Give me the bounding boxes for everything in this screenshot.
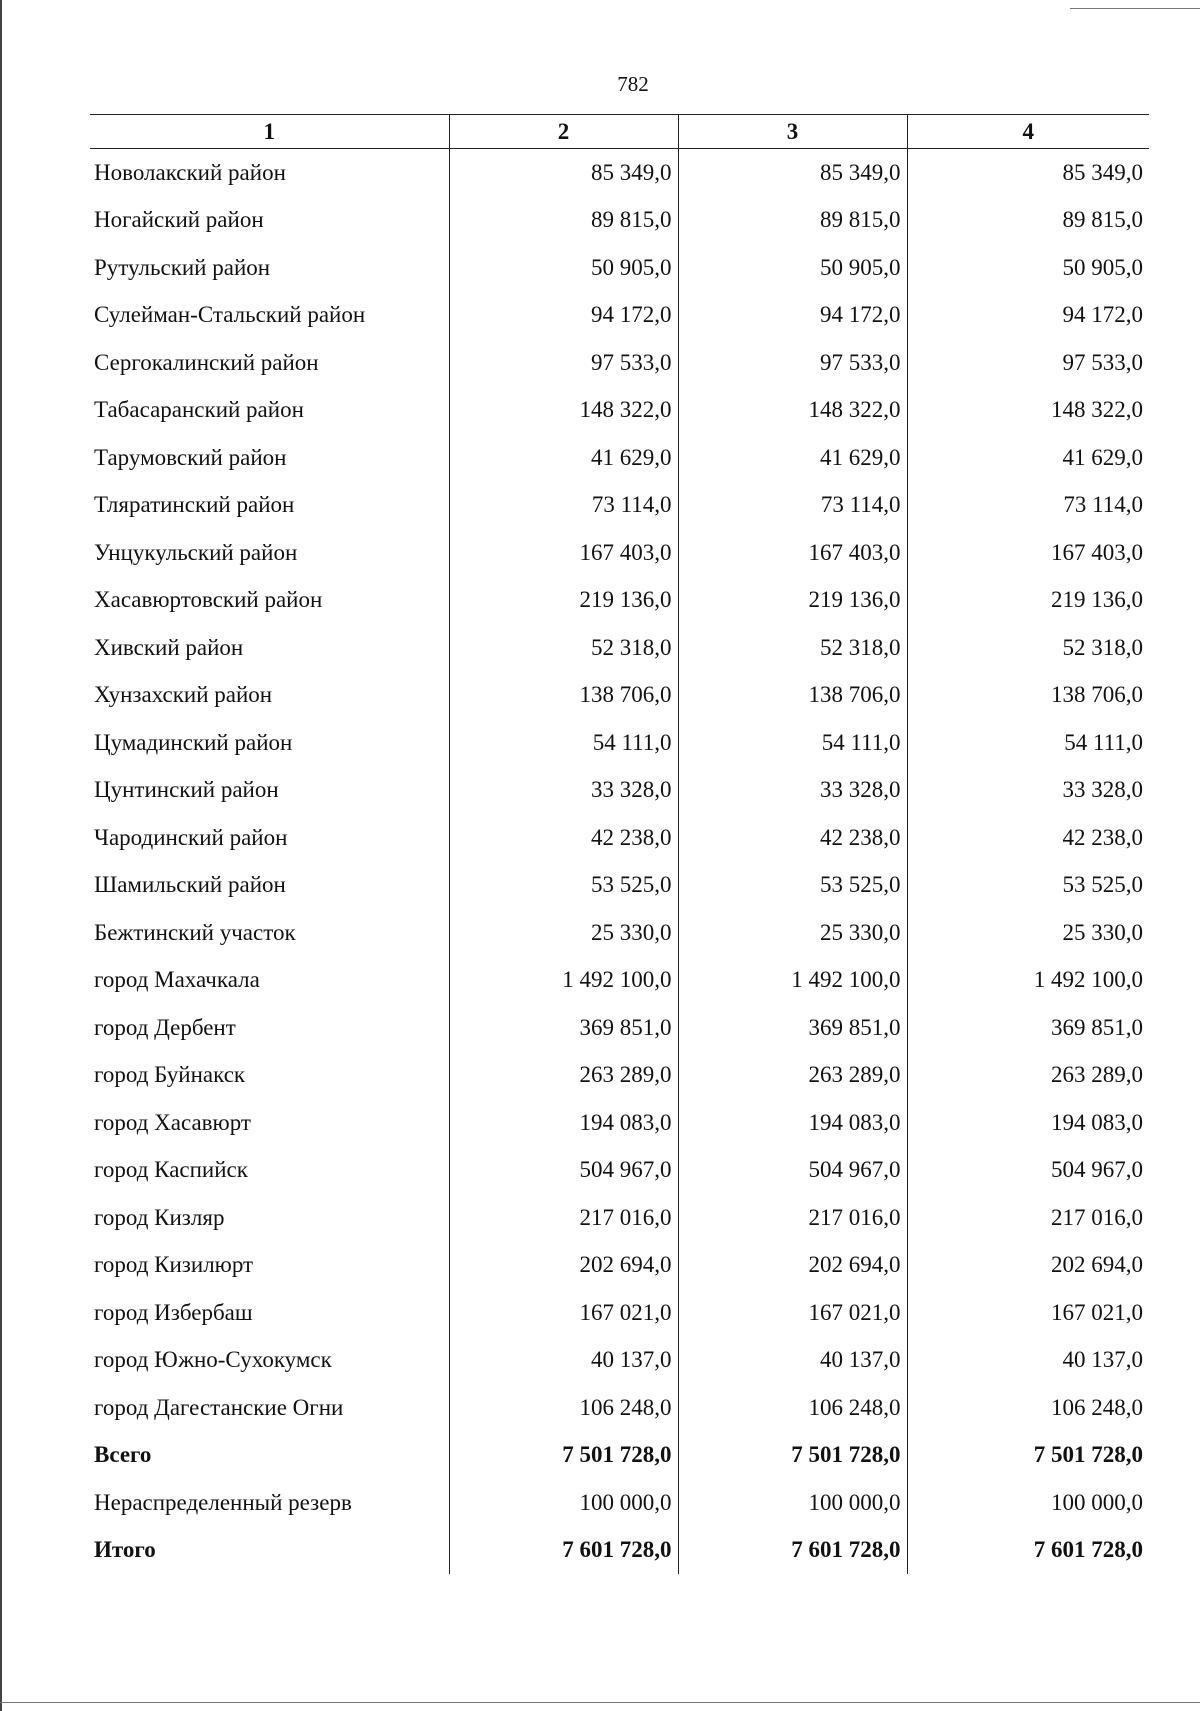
row-value-col-3: 53 525,0	[678, 862, 907, 910]
table-row	[90, 1289, 1149, 1337]
row-value-col-3: 219 136,0	[678, 577, 907, 625]
row-value-col-2: 202 694,0	[449, 1242, 678, 1290]
table-row	[90, 1147, 1149, 1195]
row-value-col-4: 97 533,0	[907, 339, 1149, 387]
row-value-col-4: 194 083,0	[907, 1099, 1149, 1147]
row-value-col-3: 25 330,0	[678, 909, 907, 957]
row-value-col-2: 194 083,0	[449, 1099, 678, 1147]
row-value-col-2: 41 629,0	[449, 434, 678, 482]
row-value-col-4: 1 492 100,0	[907, 957, 1149, 1005]
table-row	[90, 672, 1149, 720]
row-value-col-3: 42 238,0	[678, 814, 907, 862]
row-value-col-4: 148 322,0	[907, 387, 1149, 435]
header-col-1: 1	[90, 115, 449, 149]
row-value-col-2: 100 000,0	[449, 1479, 678, 1527]
page-number: 782	[617, 72, 649, 96]
row-value-col-2: 52 318,0	[449, 624, 678, 672]
table-row	[90, 1099, 1149, 1147]
row-value-col-4: 167 021,0	[907, 1289, 1149, 1337]
scan-edge-bottom	[0, 1702, 1200, 1703]
row-name-cell: город Каспийск	[94, 1157, 248, 1183]
table-row	[90, 149, 1149, 197]
row-name-cell: Ногайский район	[94, 207, 264, 233]
row-value-col-2: 219 136,0	[449, 577, 678, 625]
row-value-col-2: 85 349,0	[449, 149, 678, 197]
table-row	[90, 957, 1149, 1005]
budget-table-container	[90, 114, 1149, 1574]
row-value-col-3: 167 403,0	[678, 529, 907, 577]
row-value-col-4: 7 601 728,0	[907, 1527, 1149, 1575]
row-name-cell: Хивский район	[94, 634, 244, 660]
row-name-cell: город Махачкала	[94, 967, 260, 993]
table-row	[90, 719, 1149, 767]
row-value-col-4: 89 815,0	[907, 197, 1149, 245]
row-name-cell: Нераспределенный резерв	[94, 1489, 352, 1515]
scan-edge-left	[0, 0, 2, 1711]
row-name-cell: Чародинский район	[94, 824, 288, 850]
row-value-col-3: 1 492 100,0	[678, 957, 907, 1005]
table-row	[90, 1242, 1149, 1290]
row-value-col-2: 167 021,0	[449, 1289, 678, 1337]
row-name-cell: Бежтинский участок	[94, 919, 296, 945]
row-value-col-3: 41 629,0	[678, 434, 907, 482]
row-value-col-2: 89 815,0	[449, 197, 678, 245]
row-value-col-4: 7 501 728,0	[907, 1432, 1149, 1480]
row-value-col-4: 53 525,0	[907, 862, 1149, 910]
row-name-cell: Сулейман-Стальский район	[94, 302, 366, 328]
row-name-cell: Шамильский район	[94, 872, 286, 898]
row-value-col-4: 85 349,0	[907, 149, 1149, 197]
row-value-col-3: 97 533,0	[678, 339, 907, 387]
row-value-col-2: 50 905,0	[449, 244, 678, 292]
scan-edge-top	[1070, 8, 1200, 9]
row-value-col-2: 504 967,0	[449, 1147, 678, 1195]
table-body	[90, 149, 1149, 1575]
table-row	[90, 1384, 1149, 1432]
row-value-col-3: 504 967,0	[678, 1147, 907, 1195]
row-name-cell: город Кизляр	[94, 1204, 225, 1230]
row-value-col-2: 73 114,0	[449, 482, 678, 530]
row-name-cell: Сергокалинский район	[94, 349, 319, 375]
row-value-col-3: 106 248,0	[678, 1384, 907, 1432]
table-row	[90, 482, 1149, 530]
table-row	[90, 624, 1149, 672]
budget-table	[90, 114, 1149, 1574]
row-value-col-3: 50 905,0	[678, 244, 907, 292]
row-name-cell: город Избербаш	[94, 1299, 253, 1325]
row-name-cell: город Южно-Сухокумск	[94, 1347, 332, 1373]
row-name-cell: Тляратинский район	[94, 492, 295, 518]
row-value-col-3: 217 016,0	[678, 1194, 907, 1242]
row-value-col-4: 54 111,0	[907, 719, 1149, 767]
header-col-3: 3	[678, 115, 907, 149]
row-value-col-4: 50 905,0	[907, 244, 1149, 292]
row-value-col-4: 42 238,0	[907, 814, 1149, 862]
row-value-col-4: 100 000,0	[907, 1479, 1149, 1527]
table-row	[90, 862, 1149, 910]
row-name-cell: Рутульский район	[94, 254, 271, 280]
row-value-col-4: 263 289,0	[907, 1052, 1149, 1100]
row-value-col-4: 504 967,0	[907, 1147, 1149, 1195]
table-row	[90, 1527, 1149, 1575]
row-name-cell: Хасавюртовский район	[94, 587, 323, 613]
row-value-col-4: 138 706,0	[907, 672, 1149, 720]
row-value-col-3: 7 601 728,0	[678, 1527, 907, 1575]
row-value-col-2: 25 330,0	[449, 909, 678, 957]
table-row	[90, 244, 1149, 292]
row-value-col-3: 33 328,0	[678, 767, 907, 815]
row-value-col-3: 100 000,0	[678, 1479, 907, 1527]
row-name-cell: город Буйнакск	[94, 1062, 246, 1088]
row-value-col-4: 33 328,0	[907, 767, 1149, 815]
table-header	[90, 115, 1149, 149]
row-value-col-4: 94 172,0	[907, 292, 1149, 340]
row-value-col-4: 106 248,0	[907, 1384, 1149, 1432]
row-name-cell: Тарумовский район	[94, 444, 287, 470]
row-value-col-2: 263 289,0	[449, 1052, 678, 1100]
row-value-col-4: 52 318,0	[907, 624, 1149, 672]
table-row	[90, 1052, 1149, 1100]
row-value-col-3: 54 111,0	[678, 719, 907, 767]
row-value-col-3: 73 114,0	[678, 482, 907, 530]
row-value-col-3: 167 021,0	[678, 1289, 907, 1337]
row-value-col-3: 194 083,0	[678, 1099, 907, 1147]
table-row	[90, 814, 1149, 862]
table-row	[90, 1479, 1149, 1527]
table-row	[90, 339, 1149, 387]
row-value-col-2: 40 137,0	[449, 1337, 678, 1385]
row-value-col-2: 54 111,0	[449, 719, 678, 767]
row-value-col-2: 42 238,0	[449, 814, 678, 862]
row-value-col-2: 53 525,0	[449, 862, 678, 910]
table-row	[90, 1194, 1149, 1242]
row-value-col-3: 7 501 728,0	[678, 1432, 907, 1480]
row-name-cell: Итого	[94, 1537, 156, 1563]
row-value-col-2: 1 492 100,0	[449, 957, 678, 1005]
row-name-cell: Цунтинский район	[94, 777, 279, 803]
row-name-cell: город Дагестанские Огни	[94, 1394, 344, 1420]
row-value-col-4: 41 629,0	[907, 434, 1149, 482]
row-value-col-3: 85 349,0	[678, 149, 907, 197]
row-value-col-2: 106 248,0	[449, 1384, 678, 1432]
row-value-col-3: 40 137,0	[678, 1337, 907, 1385]
table-row	[90, 909, 1149, 957]
row-name-cell: Цумадинский район	[94, 729, 293, 755]
table-row	[90, 197, 1149, 245]
row-value-col-3: 89 815,0	[678, 197, 907, 245]
row-value-col-2: 138 706,0	[449, 672, 678, 720]
row-name-cell: Табасаранский район	[94, 397, 304, 423]
table-row	[90, 1432, 1149, 1480]
row-name-cell: город Дербент	[94, 1014, 236, 1040]
row-value-col-3: 52 318,0	[678, 624, 907, 672]
table-row	[90, 434, 1149, 482]
row-value-col-2: 7 601 728,0	[449, 1527, 678, 1575]
row-value-col-3: 148 322,0	[678, 387, 907, 435]
row-name-cell: Хунзахский район	[94, 682, 273, 708]
row-value-col-3: 138 706,0	[678, 672, 907, 720]
table-row	[90, 1004, 1149, 1052]
table-row	[90, 767, 1149, 815]
header-col-4: 4	[907, 115, 1149, 149]
row-value-col-3: 94 172,0	[678, 292, 907, 340]
row-value-col-4: 202 694,0	[907, 1242, 1149, 1290]
row-value-col-2: 94 172,0	[449, 292, 678, 340]
row-name-cell: Всего	[94, 1442, 152, 1468]
row-value-col-3: 263 289,0	[678, 1052, 907, 1100]
row-name-cell: город Хасавюрт	[94, 1109, 251, 1135]
row-name-cell: город Кизилюрт	[94, 1252, 254, 1278]
row-name-cell: Новолакский район	[94, 159, 286, 185]
table-row	[90, 387, 1149, 435]
row-value-col-3: 369 851,0	[678, 1004, 907, 1052]
row-value-col-2: 7 501 728,0	[449, 1432, 678, 1480]
row-value-col-4: 219 136,0	[907, 577, 1149, 625]
table-row	[90, 577, 1149, 625]
row-value-col-2: 148 322,0	[449, 387, 678, 435]
row-value-col-4: 167 403,0	[907, 529, 1149, 577]
row-value-col-2: 97 533,0	[449, 339, 678, 387]
table-row	[90, 1337, 1149, 1385]
row-value-col-2: 167 403,0	[449, 529, 678, 577]
header-row	[90, 115, 1149, 149]
row-value-col-2: 217 016,0	[449, 1194, 678, 1242]
row-value-col-2: 369 851,0	[449, 1004, 678, 1052]
row-value-col-2: 33 328,0	[449, 767, 678, 815]
row-value-col-4: 73 114,0	[907, 482, 1149, 530]
row-value-col-4: 217 016,0	[907, 1194, 1149, 1242]
header-col-2: 2	[449, 115, 678, 149]
row-value-col-3: 202 694,0	[678, 1242, 907, 1290]
table-row	[90, 529, 1149, 577]
row-value-col-4: 369 851,0	[907, 1004, 1149, 1052]
row-value-col-4: 25 330,0	[907, 909, 1149, 957]
table-row	[90, 292, 1149, 340]
row-name-cell: Унцукульский район	[94, 539, 298, 565]
row-value-col-4: 40 137,0	[907, 1337, 1149, 1385]
